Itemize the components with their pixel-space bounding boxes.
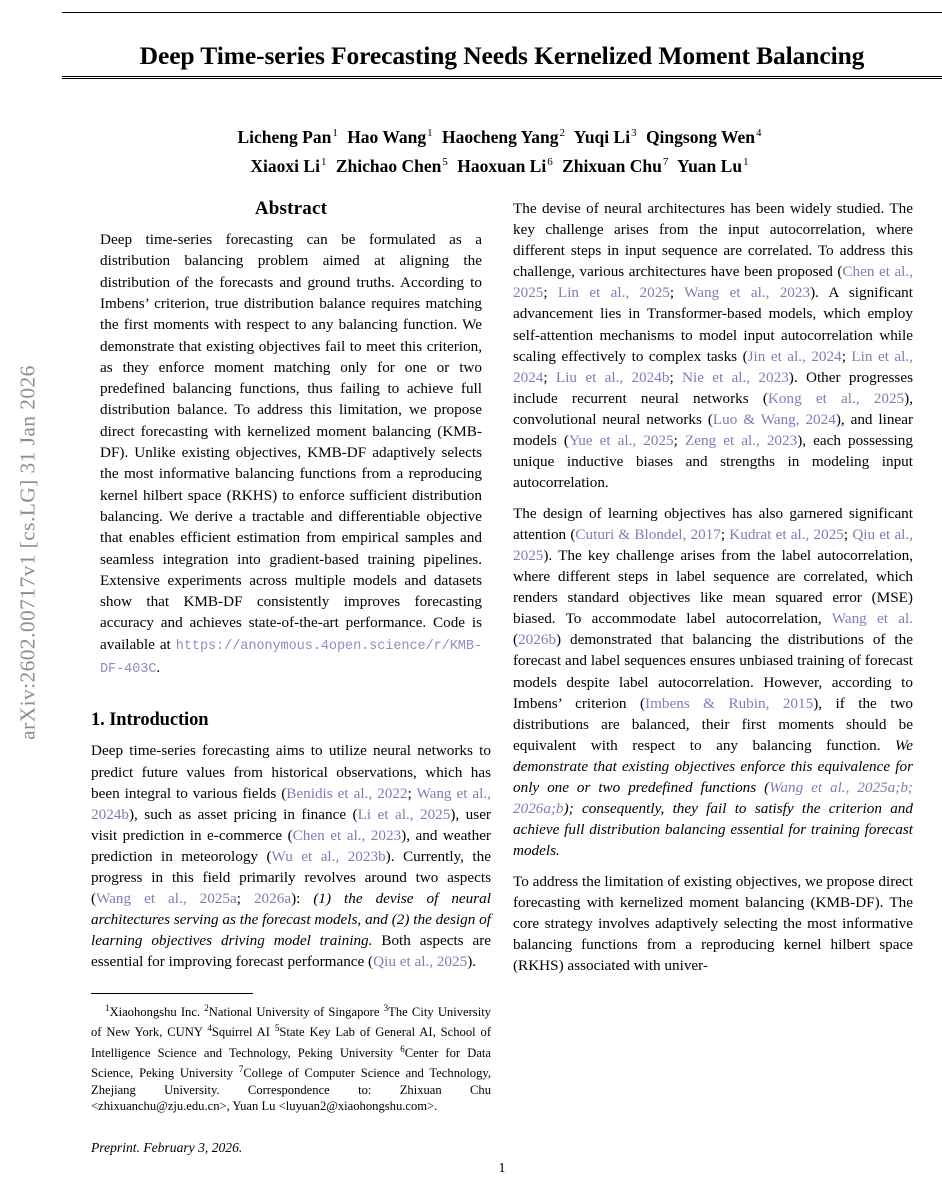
author-name: Zhichao Chen <box>335 155 442 176</box>
affiliation-marker: 7 <box>238 1064 244 1075</box>
citation[interactable]: Luo & Wang, 2024 <box>712 410 836 428</box>
text-run: ; <box>543 368 556 386</box>
affiliation-marker: 2 <box>204 1003 209 1013</box>
author-name: Qingsong Wen <box>645 126 756 147</box>
text-run: ): <box>291 890 314 908</box>
author-affiliation-marker: 7 <box>662 155 669 168</box>
citation[interactable]: Li et al., 2025 <box>357 805 451 823</box>
text-run: ), and linear models ( <box>513 410 913 450</box>
citation[interactable]: Kong et al., 2025 <box>767 389 905 407</box>
emphasis-text: We demonstrate that existing objectives enforce this equivalence for only one or two predefined functions ( <box>513 736 913 797</box>
text-run: ). A significant advancement lies in Transformer-based models, which employ self-attention mechanisms to model input autocorrelation while scaling effectively to complex tasks ( <box>513 284 913 365</box>
affiliation-text: The City University of New York, CUNY <box>91 1005 491 1040</box>
affiliation-text: College of Computer Science and Technology, Zhejiang University. Correspondence to: Zhixuan Chu <zhixuanchu@zju.edu.cn>, Yuan Lu <luyuan2@xiaohongshu.com>. <box>91 1066 492 1114</box>
author-entry <box>677 156 754 176</box>
author-affiliation-marker: 2 <box>559 127 566 139</box>
footnote-affiliations <box>91 1000 491 1115</box>
author-entry <box>336 156 453 176</box>
author-affiliation-marker: 1 <box>427 127 433 139</box>
text-run: The devise of neural architectures has been widely studied. The key challenge arises from the input autocorrelation, where different steps in input sequence are correlated. To address this challenge, various architectures have been proposed ( <box>513 200 913 281</box>
affiliation-text: State Key Lab of General AI, School of Intelligence Science and Technology, Peking University <box>91 1025 492 1061</box>
emphasis-text: ); consequently, they fail to satisfy the criterion and achieve full distribution balancing essential for training forecast models. <box>513 800 913 860</box>
abstract-heading: Abstract <box>254 198 328 219</box>
citation[interactable]: Qiu et al., 2025 <box>513 525 913 564</box>
text-run: ; <box>669 368 683 386</box>
citation[interactable]: 2026b <box>518 631 557 649</box>
author-name: Xiaoxi Li <box>250 155 320 176</box>
abstract-text: Deep time-series forecasting can be formulated as a distribution balancing problem aimed at aligning the distribution of the forecasts and ground truths. According to Imbens’ criterion, true distribution balance requires matching the first moments with respect to any balancing function. We demonstrate that existing objectives fail to meet this criterion, as they enforce moment matching only for one or two predefined balancing functions, thus failing to achieve full distribution balance. To address this limitation, we propose direct forecasting with kernelized moment balancing (KMB-DF). Unlike existing objectives, KMB-DF adaptively selects the most informative balancing functions from a reproducing kernel hilbert space (RKHS) to enforce sufficient distribution balancing. We derive a tractable and differentiable objective that enables efficient estimation from empirical samples and seamless integration into gradient-based training pipelines. Extensive experiments across multiple models and datasets show that KMB-DF consistently improves forecasting accuracy and achieves state-of-the-art performance. Code is available at <box>100 231 482 653</box>
author-affiliation-marker: 4 <box>756 127 762 139</box>
text-run: ), such as asset pricing in finance ( <box>128 805 358 823</box>
citation[interactable]: Kudrat et al., 2025 <box>729 525 844 543</box>
citation[interactable]: Wang et al. <box>831 610 913 628</box>
text-run: ). The key challenge arises from the label autocorrelation, where different steps in label sequence are correlated, which renders standard objectives like mean squared error (MSE) biased. To accommodate label autocorrelation, <box>513 547 913 628</box>
footnote-divider <box>91 993 253 994</box>
affiliation-text: Center for Data Science, Peking University <box>91 1046 492 1081</box>
citation[interactable]: Liu et al., 2024b <box>555 368 670 386</box>
author-name: Hao Wang <box>347 126 427 147</box>
text-run: ; <box>407 784 417 802</box>
text-run: ). Other progresses include recurrent neural networks ( <box>513 368 913 407</box>
text-run: ) demonstrated that balancing the distributions of the forecast and label sequences ensures unbiased training of forecast models despite label autocorrelation. However, according to Imbens’ criterion ( <box>513 631 913 712</box>
title-rule-bottom <box>62 76 942 79</box>
citation[interactable]: Wang et al., 2025a;b; 2026a;b <box>513 779 913 818</box>
arxiv-stamp: arXiv:2602.00717v1 [cs.LG] 31 Jan 2026 <box>15 365 40 740</box>
section-heading-introduction: 1. Introduction <box>91 710 209 731</box>
title-rule-top <box>62 12 942 13</box>
affiliation-text: Squirrel AI <box>211 1025 275 1040</box>
citation[interactable]: Yue et al., 2025 <box>568 432 674 450</box>
author-affiliation-marker: 1 <box>320 155 327 168</box>
author-line-1 <box>62 121 942 150</box>
citation[interactable]: Wang et al., 2023 <box>684 284 811 302</box>
citation[interactable]: Wang et al., 2024b <box>91 784 491 823</box>
text-run: Both aspects are essential for improving forecast performance ( <box>91 932 492 971</box>
abstract-body <box>91 229 491 680</box>
affiliation-marker: 4 <box>207 1023 212 1034</box>
author-affiliation-marker: 5 <box>442 155 448 168</box>
author-affiliation-marker: 1 <box>332 127 338 139</box>
text-run: To address the limitation of existing objectives, we propose direct forecasting with kernelized moment balancing (KMB-DF). The core strategy involves adaptively selecting the most informative balancing functions from a reproducing kernel hilbert space (RKHS) associated with univer- <box>513 872 913 975</box>
text-run: ), each possessing unique inductive biases and strengths in modeling input autocorrelation. <box>513 432 913 492</box>
author-line-2 <box>62 150 942 179</box>
text-run: Deep time-series forecasting aims to utilize neural networks to predict future values from historical observations, which has been integral to various fields ( <box>91 742 491 802</box>
affiliation-marker: 6 <box>400 1043 405 1054</box>
citation[interactable]: Chen et al., 2025 <box>513 263 913 302</box>
text-run: ). <box>467 953 477 971</box>
affiliation-marker: 1 <box>105 1003 110 1013</box>
author-entry <box>442 127 570 147</box>
author-affiliation-marker: 3 <box>631 127 637 139</box>
author-entry <box>562 156 673 176</box>
citation[interactable]: Chen et al., 2023 <box>292 826 402 844</box>
text-run: ). Currently, the progress in this field primarily revolves around two aspects ( <box>91 847 491 908</box>
author-name: Yuqi Li <box>573 126 631 147</box>
citation[interactable]: Lin et al., 2024 <box>513 347 913 386</box>
preprint-notice: Preprint. February 3, 2026. <box>91 1140 243 1155</box>
author-entry <box>237 127 342 147</box>
intro-paragraph-2 <box>513 198 913 493</box>
citation[interactable]: Jin et al., 2024 <box>747 347 842 365</box>
citation[interactable]: Qiu et al., 2025 <box>373 953 468 971</box>
author-entry <box>347 127 437 147</box>
text-run: ; <box>669 284 685 302</box>
author-entry <box>574 127 642 147</box>
affiliation-text: National University of Singapore <box>208 1005 384 1020</box>
citation[interactable]: Imbens & Rubin, 2015 <box>645 694 814 712</box>
author-name: Haoxuan Li <box>457 155 547 176</box>
text-run: ), if the two distributions are balanced, their first moments should be equivalent with respect to any balancing function. <box>513 694 914 754</box>
intro-paragraph-4 <box>513 871 913 976</box>
intro-paragraph-3 <box>513 503 913 862</box>
affiliation-marker: 3 <box>383 1003 389 1013</box>
author-name: Haocheng Yang <box>442 126 559 147</box>
left-column <box>91 198 491 982</box>
page-number: 1 <box>498 1161 506 1176</box>
text-run: ), and weather prediction in meteorology ( <box>91 826 491 865</box>
text-run: ; <box>673 432 685 450</box>
citation[interactable]: Cuturi & Blondel, 2017 <box>575 525 721 543</box>
author-entry <box>646 127 767 147</box>
code-link[interactable]: https://anonymous.4open.science/r/KMB-DF-403C <box>100 638 482 678</box>
text-run: ), user visit prediction in e-commerce ( <box>91 805 491 844</box>
text-run: ; <box>843 525 853 543</box>
author-name: Zhixuan Chu <box>562 155 662 176</box>
citation[interactable]: 2026a <box>253 890 292 908</box>
author-affiliation-marker: 1 <box>743 155 749 168</box>
author-name: Licheng Pan <box>237 126 332 147</box>
citation[interactable]: Wang et al., 2025a <box>96 890 237 908</box>
citation[interactable]: Lin et al., 2025 <box>557 284 670 302</box>
text-run: ), convolutional neural networks ( <box>513 389 913 428</box>
citation[interactable]: Nie et al., 2023 <box>682 368 789 386</box>
text-run: ( <box>513 631 519 649</box>
affiliation-text: Xiaohongshu Inc. <box>109 1005 205 1020</box>
citation[interactable]: Benidis et al., 2022 <box>286 784 408 802</box>
right-column <box>513 198 913 986</box>
text-run: ; <box>543 284 558 302</box>
citation[interactable]: Zeng et al., 2023 <box>684 432 798 450</box>
abstract-text-tail: . <box>156 659 161 677</box>
author-list <box>62 121 942 179</box>
author-entry <box>250 156 331 176</box>
intro-paragraph-1 <box>91 740 491 972</box>
emphasis-text: (1) the devise of neural architectures serving as the forecast models, and (2) the design of learning objectives driving model training. <box>91 890 491 950</box>
author-entry <box>457 156 558 176</box>
author-affiliation-marker: 6 <box>547 155 553 168</box>
text-run: ; <box>720 525 730 543</box>
text-run: ; <box>236 890 254 908</box>
citation[interactable]: Wu et al., 2023b <box>271 847 386 865</box>
page-title: Deep Time-series Forecasting Needs Kernelized Moment Balancing <box>139 41 865 71</box>
affiliation-marker: 5 <box>274 1023 280 1034</box>
text-run: The design of learning objectives has also garnered significant attention ( <box>513 504 913 543</box>
author-name: Yuan Lu <box>677 155 743 176</box>
text-run: ; <box>841 347 852 365</box>
page-content <box>62 0 942 1200</box>
